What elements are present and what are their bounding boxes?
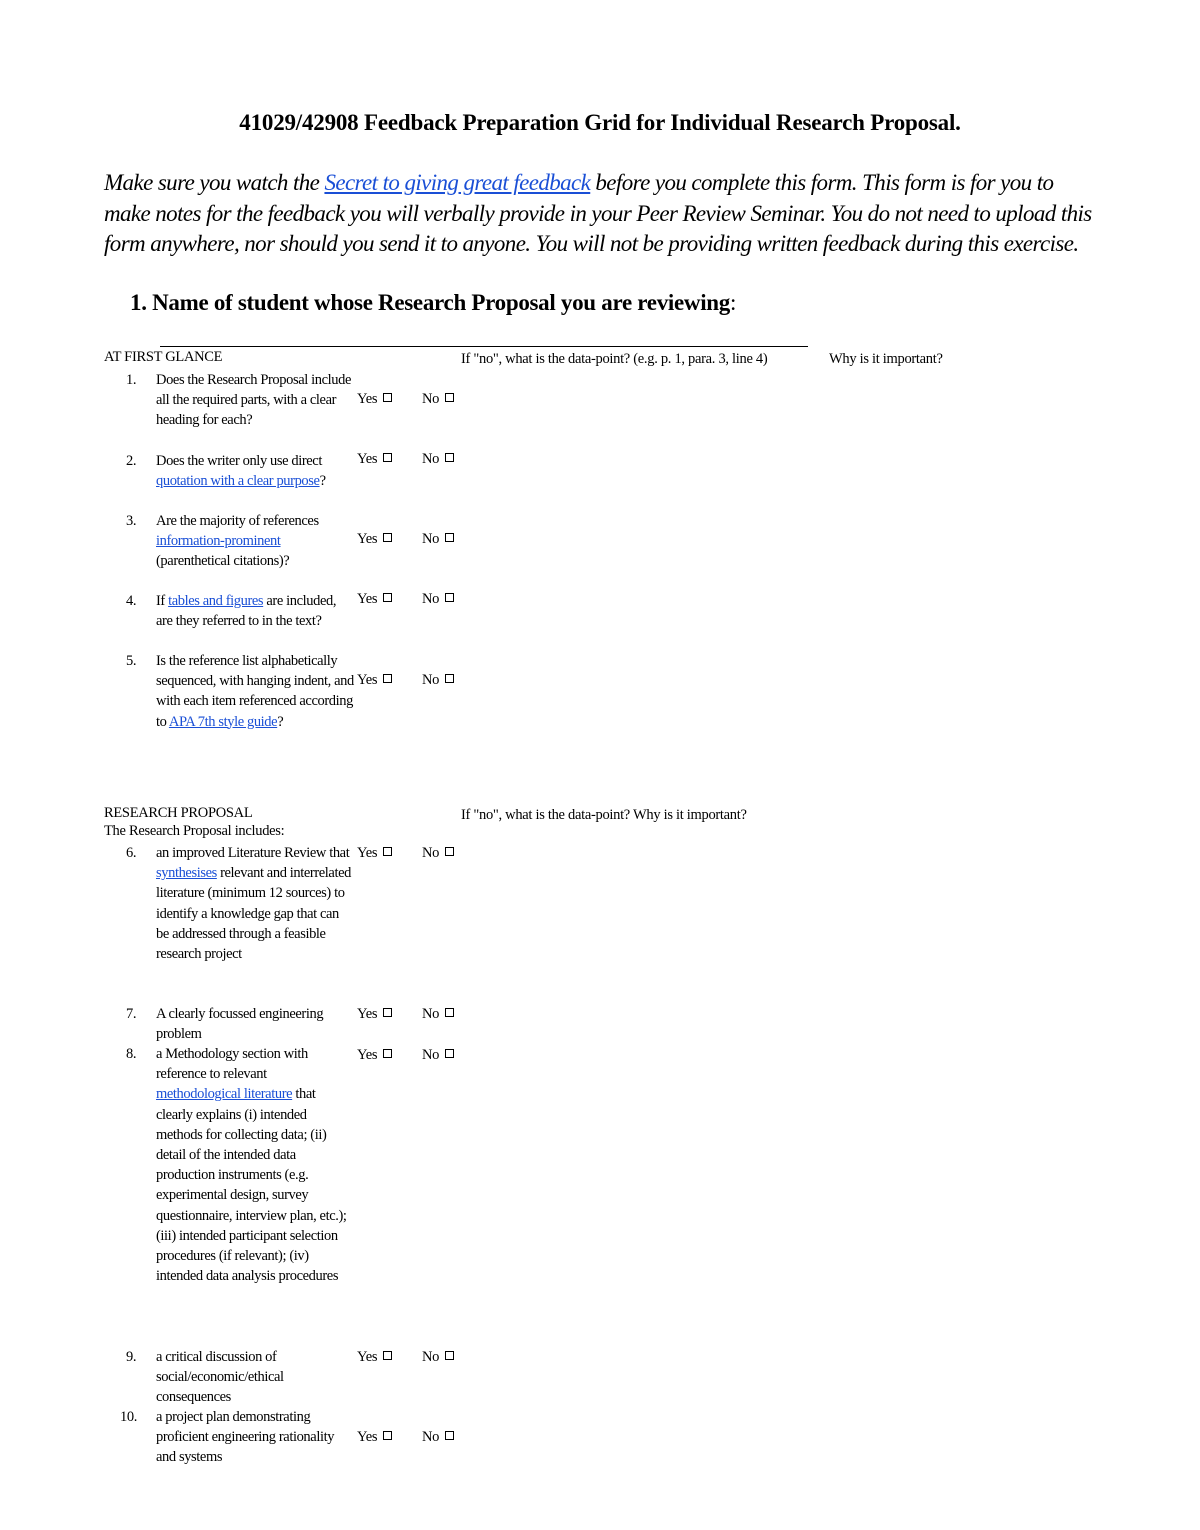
question-2: 2. Does the writer only use direct quotation with a clear purpose?: [126, 453, 326, 490]
question-number: 5.: [126, 653, 137, 669]
student-prompt-number: 1.: [130, 290, 147, 315]
answer-yes-7[interactable]: Yes: [357, 1006, 392, 1023]
synthesises-link[interactable]: synthesises: [156, 865, 217, 882]
student-prompt-colon: :: [730, 290, 737, 315]
no-checkbox[interactable]: [445, 1431, 454, 1440]
no-checkbox[interactable]: [445, 674, 454, 683]
answer-yes-9[interactable]: Yes: [357, 1349, 392, 1366]
question-number: 8.: [126, 1046, 137, 1062]
answer-yes-5[interactable]: Yes: [357, 672, 392, 689]
question-3: 3. Are the majority of references information-prominent (parenthetical citations)?: [126, 513, 319, 570]
yes-checkbox[interactable]: [383, 1049, 392, 1058]
student-name-line[interactable]: [160, 346, 808, 347]
answer-no-3[interactable]: No: [422, 531, 454, 548]
yes-checkbox[interactable]: [383, 1431, 392, 1440]
answer-no-7[interactable]: No: [422, 1006, 454, 1023]
apa-style-guide-link[interactable]: APA 7th style guide: [168, 713, 278, 730]
answer-yes-3[interactable]: Yes: [357, 531, 392, 548]
intro-text-after: before you complete this form. This form is for you to make notes for the feedback you will verbally provide in your Peer Review Seminar. You do not need to upload this form anywhere, nor should you send it to anyone. You will not be providing written feedback during this exercise.: [104, 170, 1092, 256]
no-checkbox[interactable]: [445, 453, 454, 462]
question-1: [104, 370, 354, 431]
answer-yes-2[interactable]: Yes: [357, 451, 392, 468]
answer-no-9[interactable]: No: [422, 1349, 454, 1366]
answer-no-5[interactable]: No: [422, 672, 454, 689]
intro-text-before: Make sure you watch the: [104, 170, 325, 195]
no-checkbox[interactable]: [445, 1008, 454, 1017]
yes-checkbox[interactable]: [383, 453, 392, 462]
question-number: 1.: [126, 372, 137, 388]
yes-checkbox[interactable]: [383, 533, 392, 542]
student-prompt-text: Name of student whose Research Proposal you are reviewing: [152, 290, 730, 315]
page-title: 41029/42908 Feedback Preparation Grid for Individual Research Proposal.: [239, 110, 961, 135]
yes-checkbox[interactable]: [383, 1008, 392, 1017]
question-number: 3.: [126, 513, 137, 529]
yes-checkbox[interactable]: [383, 847, 392, 856]
answer-no-8[interactable]: No: [422, 1047, 454, 1064]
answer-yes-4[interactable]: Yes: [357, 591, 392, 608]
question-7: [104, 1004, 354, 1044]
no-checkbox[interactable]: [445, 593, 454, 602]
yes-checkbox[interactable]: [383, 393, 392, 402]
column-heading-datapoint: [461, 349, 1021, 369]
student-name-prompt: [130, 290, 830, 316]
question-10: [104, 1407, 354, 1468]
section-subheading: The Research Proposal includes:: [104, 823, 285, 839]
answer-yes-10[interactable]: Yes: [357, 1429, 392, 1446]
question-number: 10.: [120, 1409, 137, 1425]
column-heading-datapoint-2: If "no", what is the data-point? Why is it important?: [461, 807, 747, 823]
question-9: [104, 1347, 354, 1408]
question-number: 7.: [126, 1006, 137, 1022]
answer-yes-8[interactable]: Yes: [357, 1047, 392, 1064]
question-text: A clearly focussed engineering problem: [156, 1006, 324, 1043]
no-checkbox[interactable]: [445, 393, 454, 402]
methodological-literature-link[interactable]: methodological literature: [156, 1086, 293, 1103]
intro-paragraph: [104, 168, 1094, 260]
question-number: 2.: [126, 453, 137, 469]
column-why-label: Why is it important?: [829, 351, 943, 367]
yes-checkbox[interactable]: [383, 593, 392, 602]
question-number: 6.: [126, 845, 137, 861]
answer-yes-1[interactable]: Yes: [357, 391, 392, 408]
answer-no-2[interactable]: No: [422, 451, 454, 468]
section-heading-research-proposal: RESEARCH PROPOSAL: [104, 805, 253, 821]
no-checkbox[interactable]: [445, 847, 454, 856]
answer-no-1[interactable]: No: [422, 391, 454, 408]
column-datapoint-label: If "no", what is the data-point? (e.g. p. 1, para. 3, line 4): [461, 351, 768, 367]
yes-checkbox[interactable]: [383, 674, 392, 683]
section-heading-first-glance: AT FIRST GLANCE: [104, 349, 223, 365]
answer-yes-6[interactable]: Yes: [357, 845, 392, 862]
question-8: 8. a Methodology section with reference to relevant methodological literature that clearly explains (i) intended methods for collecting data; (ii) detail of the intended data production instruments (e.g. experimental design, survey questionnaire, interview plan, etc.); (iii) intended participant selection procedures (if relevant); (iv) intended data analysis procedures: [126, 1046, 347, 1285]
answer-no-6[interactable]: No: [422, 845, 454, 862]
no-checkbox[interactable]: [445, 533, 454, 542]
answer-no-10[interactable]: No: [422, 1429, 454, 1446]
yes-checkbox[interactable]: [383, 1351, 392, 1360]
answer-no-4[interactable]: No: [422, 591, 454, 608]
quotation-link[interactable]: quotation with a clear purpose: [156, 473, 320, 490]
tables-figures-link[interactable]: tables and figures: [168, 593, 264, 609]
question-6: 6. an improved Literature Review that synthesises relevant and interrelated literature (minimum 12 sources) to identify a knowledge gap that can be addressed through a feasible research project: [126, 845, 351, 963]
question-5: 5. Is the reference list alphabetically sequenced, with hanging indent, and with each item referenced according to APA 7th style guide?: [126, 653, 354, 730]
question-text: Does the Research Proposal include all the required parts, with a clear heading for each?: [156, 372, 351, 429]
no-checkbox[interactable]: [445, 1049, 454, 1058]
question-text: a critical discussion of social/economic/ethical consequences: [156, 1349, 284, 1406]
no-checkbox[interactable]: [445, 1351, 454, 1360]
question-4: 4. If tables and figures are included, are they referred to in the text?: [126, 593, 337, 630]
feedback-video-link[interactable]: Secret to giving great feedback: [324, 170, 591, 195]
question-text: a project plan demonstrating proficient engineering rationality and systems: [156, 1409, 335, 1466]
question-number: 4.: [126, 593, 137, 609]
question-number: 9.: [126, 1349, 137, 1365]
information-prominent-link[interactable]: information-prominent: [156, 533, 281, 550]
